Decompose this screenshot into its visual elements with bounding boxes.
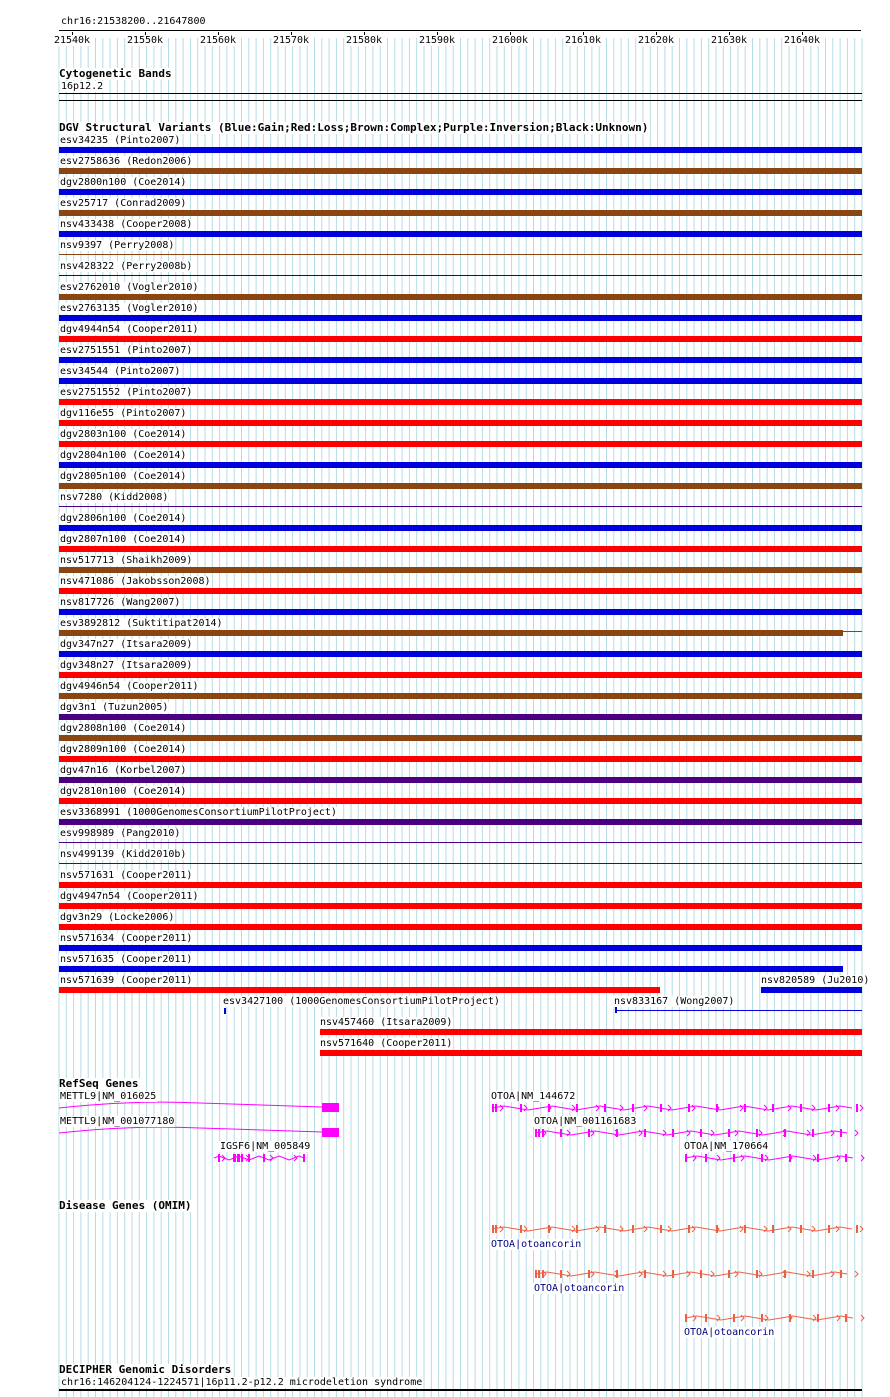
ruler-position: chr16:21538200..21647800	[61, 16, 206, 27]
ruler-tick-label: 21570k	[272, 35, 310, 46]
otoa-3-exon[interactable]	[705, 1154, 707, 1162]
omim-otoa-2-exon[interactable]	[700, 1270, 702, 1278]
ruler-tick-label: 21580k	[345, 35, 383, 46]
otoa-1-exon[interactable]	[492, 1104, 494, 1112]
dgv-variant-label[interactable]: nsv9397 (Perry2008)	[60, 240, 175, 251]
omim-otoa-3-exon[interactable]	[761, 1314, 763, 1322]
otoa-1-exon[interactable]	[828, 1104, 830, 1112]
ruler-tick-label: 21630k	[710, 35, 748, 46]
igsf6-exon[interactable]	[233, 1154, 236, 1162]
dgv-variant-label[interactable]: dgv4946n54 (Cooper2011)	[60, 681, 199, 692]
dgv-variant-label[interactable]: nsv517713 (Shaikh2009)	[60, 555, 193, 566]
decipher-title[interactable]: DECIPHER Genomic Disorders	[59, 1363, 232, 1376]
otoa-3-strand-arrow[interactable]	[861, 1155, 864, 1161]
ruler-tick-label: 21540k	[53, 35, 91, 46]
omim-otoa-3-exon[interactable]	[817, 1314, 819, 1322]
otoa-2-exon[interactable]	[672, 1129, 674, 1137]
decipher-bar	[59, 1389, 862, 1391]
otoa-3-exon[interactable]	[761, 1154, 763, 1162]
otoa-3-exon[interactable]	[817, 1154, 819, 1162]
omim-otoa-1-exon[interactable]	[688, 1225, 690, 1233]
omim-label-3[interactable]: OTOA|otoancorin	[684, 1327, 775, 1338]
dgv-variant-label[interactable]: esv25717 (Conrad2009)	[60, 198, 187, 209]
refseq-label-otoa-3[interactable]: OTOA|NM_170664	[684, 1141, 769, 1152]
otoa-2-exon[interactable]	[535, 1129, 537, 1137]
dgv-variant-label[interactable]: dgv2804n100 (Coe2014)	[60, 450, 187, 461]
otoa-1-intron[interactable]	[492, 1106, 852, 1110]
dgv-variant-label[interactable]: esv2751552 (Pinto2007)	[60, 387, 193, 398]
omim-otoa-1-exon[interactable]	[744, 1225, 746, 1233]
omim-otoa-1-intron[interactable]	[492, 1227, 852, 1231]
dgv-variant-label[interactable]: esv34544 (Pinto2007)	[60, 366, 181, 377]
otoa-2-strand-arrow[interactable]	[855, 1130, 858, 1136]
dgv-variant-label[interactable]: dgv2805n100 (Coe2014)	[60, 471, 187, 482]
igsf6-exon[interactable]	[241, 1154, 243, 1162]
otoa-2-exon[interactable]	[728, 1129, 730, 1137]
dgv-variant-label[interactable]: esv3427100 (1000GenomesConsortiumPilotProject)	[223, 996, 500, 1007]
dgv-variant-label[interactable]: esv2762010 (Vogler2010)	[60, 282, 199, 293]
dgv-variant-label[interactable]: dgv2803n100 (Coe2014)	[60, 429, 187, 440]
dgv-variant-label[interactable]: dgv2810n100 (Coe2014)	[60, 786, 187, 797]
omim-otoa-2-intron[interactable]	[535, 1272, 847, 1276]
otoa-1-exon[interactable]	[800, 1104, 802, 1112]
otoa-1-strand-arrow[interactable]	[860, 1105, 863, 1111]
otoa-2-exon[interactable]	[560, 1129, 562, 1137]
omim-otoa-1-strand-arrow[interactable]	[860, 1226, 863, 1232]
decipher-entry[interactable]: chr16:146204124-1224571|16p11.2-p12.2 microdeletion syndrome	[61, 1377, 423, 1388]
omim-otoa-2-exon[interactable]	[538, 1270, 540, 1278]
otoa-2-intron[interactable]	[535, 1131, 847, 1135]
refseq-label-otoa-2[interactable]: OTOA|NM_001161683	[534, 1116, 637, 1127]
omim-otoa-3-exon[interactable]	[685, 1314, 687, 1322]
ruler-tick-label: 21640k	[783, 35, 821, 46]
dgv-variant-label[interactable]: dgv3n29 (Locke2006)	[60, 912, 175, 923]
mettl9-2-exon[interactable]	[322, 1128, 339, 1137]
omim-otoa-1-exon[interactable]	[632, 1225, 634, 1233]
otoa-3-intron[interactable]	[685, 1156, 853, 1160]
omim-otoa-3-exon[interactable]	[705, 1314, 707, 1322]
otoa-1-exon[interactable]	[688, 1104, 690, 1112]
otoa-3-exon[interactable]	[733, 1154, 735, 1162]
omim-otoa-1-exon[interactable]	[604, 1225, 606, 1233]
refseq-label-igsf6[interactable]: IGSF6|NM_005849	[220, 1141, 311, 1152]
dgv-title[interactable]: DGV Structural Variants (Blue:Gain;Red:Loss;Brown:Complex;Purple:Inversion;Black:Unknown)	[59, 121, 649, 134]
cytoband-band[interactable]: 16p12.2	[61, 81, 104, 92]
refseq-label-mettl9-1[interactable]: METTL9|NM_016025	[60, 1091, 157, 1102]
omim-otoa-2-exon[interactable]	[672, 1270, 674, 1278]
ruler-tick-label: 21600k	[491, 35, 529, 46]
otoa-1-exon[interactable]	[576, 1104, 578, 1112]
omim-otoa-3-exon[interactable]	[845, 1314, 847, 1322]
dgv-variant-label[interactable]: nsv571631 (Cooper2011)	[60, 870, 193, 881]
dgv-variant-label[interactable]: dgv347n27 (Itsara2009)	[60, 639, 193, 650]
refseq-title[interactable]: RefSeq Genes	[59, 1077, 139, 1090]
omim-otoa-2-exon[interactable]	[812, 1270, 814, 1278]
igsf6-intron[interactable]	[214, 1156, 304, 1160]
dgv-variant-label[interactable]: nsv820589 (Ju2010)	[761, 975, 870, 986]
dgv-variant-label[interactable]: nsv571640 (Cooper2011)	[320, 1038, 453, 1049]
mettl9-2-intron[interactable]	[59, 1127, 322, 1133]
dgv-variant-label[interactable]: esv3368991 (1000GenomesConsortiumPilotProject)	[60, 807, 337, 818]
otoa-3-exon[interactable]	[685, 1154, 687, 1162]
dgv-variant-label[interactable]: nsv571634 (Cooper2011)	[60, 933, 193, 944]
dgv-variant-label[interactable]: esv998989 (Pang2010)	[60, 828, 181, 839]
omim-otoa-2-exon[interactable]	[644, 1270, 646, 1278]
omim-otoa-1-exon[interactable]	[828, 1225, 830, 1233]
otoa-2-exon[interactable]	[756, 1129, 758, 1137]
dgv-variant-label[interactable]: nsv428322 (Perry2008b)	[60, 261, 193, 272]
omim-label-2[interactable]: OTOA|otoancorin	[534, 1283, 625, 1294]
mettl9-1-intron[interactable]	[59, 1102, 322, 1108]
dgv-variant-label[interactable]: nsv433438 (Cooper2008)	[60, 219, 193, 230]
dgv-variant-label[interactable]: dgv2808n100 (Coe2014)	[60, 723, 187, 734]
otoa-2-exon[interactable]	[538, 1129, 540, 1137]
omim-otoa-2-exon[interactable]	[728, 1270, 730, 1278]
dgv-variant-label[interactable]: nsv571635 (Cooper2011)	[60, 954, 193, 965]
refseq-label-mettl9-2[interactable]: METTL9|NM_001077180	[60, 1116, 175, 1127]
refseq-label-otoa-1[interactable]: OTOA|NM_144672	[491, 1091, 576, 1102]
ruler-tick-label: 21610k	[564, 35, 602, 46]
ruler-tick-label: 21620k	[637, 35, 675, 46]
omim-otoa-1-exon[interactable]	[856, 1225, 858, 1233]
dgv-variant-label[interactable]: dgv2807n100 (Coe2014)	[60, 534, 187, 545]
dgv-variant-label[interactable]: dgv4947n54 (Cooper2011)	[60, 891, 199, 902]
omim-otoa-3-exon[interactable]	[733, 1314, 735, 1322]
dgv-variant-label[interactable]: esv2763135 (Vogler2010)	[60, 303, 199, 314]
dgv-variant-label[interactable]: nsv571639 (Cooper2011)	[60, 975, 193, 986]
dgv-variant-label[interactable]: esv34235 (Pinto2007)	[60, 135, 181, 146]
dgv-variant-label[interactable]: dgv2806n100 (Coe2014)	[60, 513, 187, 524]
igsf6-exon[interactable]	[218, 1154, 220, 1162]
omim-otoa-1-exon[interactable]	[492, 1225, 494, 1233]
otoa-2-exon[interactable]	[840, 1129, 842, 1137]
igsf6-exon[interactable]	[263, 1154, 265, 1162]
igsf6-exon[interactable]	[237, 1154, 240, 1162]
dgv-variant-label[interactable]: dgv116e55 (Pinto2007)	[60, 408, 187, 419]
dgv-variant-label[interactable]: dgv47n16 (Korbel2007)	[60, 765, 187, 776]
dgv-variant-label[interactable]: dgv2800n100 (Coe2014)	[60, 177, 187, 188]
otoa-2-exon[interactable]	[588, 1129, 590, 1137]
omim-otoa-2-exon[interactable]	[756, 1270, 758, 1278]
cytoband-title[interactable]: Cytogenetic Bands	[59, 67, 172, 80]
dgv-variant-label[interactable]: nsv499139 (Kidd2010b)	[60, 849, 187, 860]
dgv-variant-label[interactable]: nsv457460 (Itsara2009)	[320, 1017, 453, 1028]
dgv-variant-label[interactable]: nsv833167 (Wong2007)	[614, 996, 735, 1007]
omim-otoa-3-intron[interactable]	[685, 1316, 853, 1320]
dgv-variant-label[interactable]: dgv3n1 (Tuzun2005)	[60, 702, 169, 713]
otoa-1-exon[interactable]	[520, 1104, 522, 1112]
dgv-variant-label[interactable]: dgv4944n54 (Cooper2011)	[60, 324, 199, 335]
omim-otoa-1-exon[interactable]	[495, 1225, 497, 1233]
omim-otoa-2-strand-arrow[interactable]	[855, 1271, 858, 1277]
omim-otoa-1-exon[interactable]	[800, 1225, 802, 1233]
dgv-variant-label[interactable]: dgv2809n100 (Coe2014)	[60, 744, 187, 755]
dgv-variant-label[interactable]: nsv7280 (Kidd2008)	[60, 492, 169, 503]
ruler-tick-label: 21590k	[418, 35, 456, 46]
otoa-1-exon[interactable]	[744, 1104, 746, 1112]
dgv-variant-label[interactable]: esv2751551 (Pinto2007)	[60, 345, 193, 356]
omim-otoa-1-exon[interactable]	[772, 1225, 774, 1233]
dgv-variant-label[interactable]: nsv471086 (Jakobsson2008)	[60, 576, 211, 587]
omim-label-1[interactable]: OTOA|otoancorin	[491, 1239, 582, 1250]
dgv-variant-label[interactable]: esv2758636 (Redon2006)	[60, 156, 193, 167]
omim-otoa-2-exon[interactable]	[840, 1270, 842, 1278]
omim-otoa-3-strand-arrow[interactable]	[861, 1315, 864, 1321]
otoa-2-exon[interactable]	[812, 1129, 814, 1137]
omim-otoa-1-exon[interactable]	[660, 1225, 662, 1233]
omim-otoa-2-exon[interactable]	[588, 1270, 590, 1278]
dgv-variant-label[interactable]: dgv348n27 (Itsara2009)	[60, 660, 193, 671]
otoa-1-exon[interactable]	[495, 1104, 497, 1112]
omim-otoa-1-exon[interactable]	[520, 1225, 522, 1233]
ruler-tick-label: 21550k	[126, 35, 164, 46]
igsf6-strand-arrow[interactable]	[270, 1155, 273, 1161]
igsf6-exon[interactable]	[303, 1154, 305, 1162]
otoa-1-exon[interactable]	[632, 1104, 634, 1112]
omim-otoa-2-exon[interactable]	[560, 1270, 562, 1278]
otoa-3-exon[interactable]	[845, 1154, 847, 1162]
otoa-1-exon[interactable]	[660, 1104, 662, 1112]
ruler-tick-label: 21560k	[199, 35, 237, 46]
dgv-variant-label[interactable]: esv3892812 (Suktitipat2014)	[60, 618, 223, 629]
omim-otoa-1-exon[interactable]	[576, 1225, 578, 1233]
otoa-2-exon[interactable]	[644, 1129, 646, 1137]
otoa-1-exon[interactable]	[604, 1104, 606, 1112]
otoa-1-exon[interactable]	[772, 1104, 774, 1112]
otoa-1-exon[interactable]	[856, 1104, 858, 1112]
otoa-2-exon[interactable]	[700, 1129, 702, 1137]
mettl9-1-exon[interactable]	[322, 1103, 339, 1112]
omim-otoa-2-exon[interactable]	[535, 1270, 537, 1278]
omim-title[interactable]: Disease Genes (OMIM)	[59, 1199, 192, 1212]
dgv-variant-label[interactable]: nsv817726 (Wang2007)	[60, 597, 181, 608]
